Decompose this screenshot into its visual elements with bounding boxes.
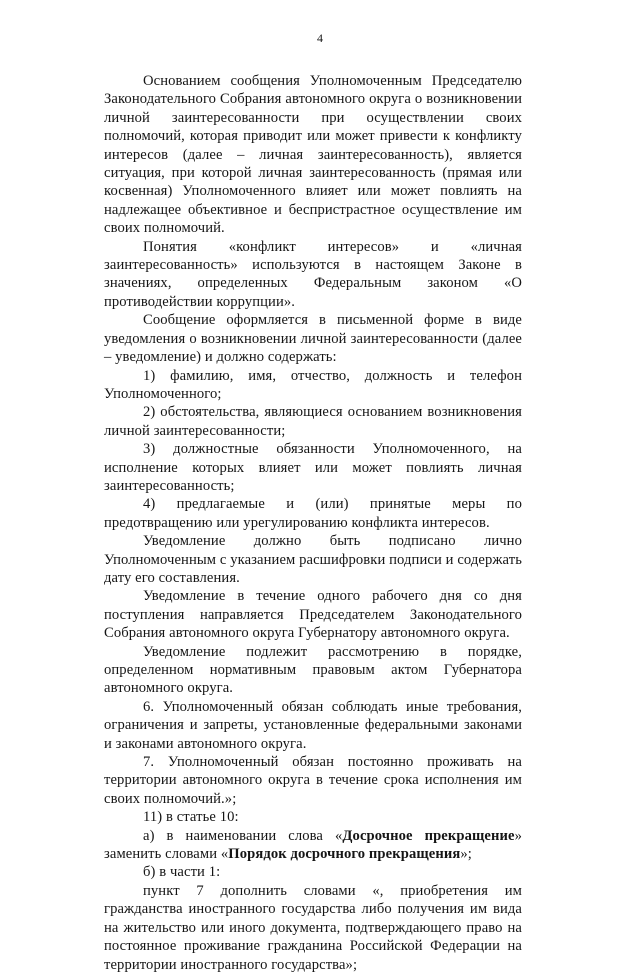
paragraph-concepts: Понятия «конфликт интересов» и «личная заинтересованность» используются в настоящем Законе в значениях, определенных Федеральным законом «О противодействии коррупции». bbox=[104, 238, 522, 310]
paragraph-article-10: 11) в статье 10: bbox=[143, 809, 239, 826]
paragraph-forwarding: Уведомление в течение одного рабочего дня со дня поступления направляется Председателем Законодательного Собрания автономного округа Губернатору автономного округа. bbox=[104, 588, 522, 642]
list-item-4: 4) предлагаемые и (или) принятые меры по предотвращению или урегулированию конфликта интересов. bbox=[104, 496, 522, 531]
paragraph-amendment-a bbox=[104, 827, 522, 864]
amendment-a-old-title: Досрочное прекращение bbox=[342, 827, 515, 844]
document-body bbox=[104, 72, 522, 974]
amendment-a-before: а) в наименовании слова « bbox=[143, 827, 343, 844]
paragraph-basis-of-report: Основанием сообщения Уполномоченным Председателю Законодательного Собрания автономного округа о возникновении личной заинтересованности при осуществлении своих полномочий, которая приводит или может привести к конфликту интересов (далее – личная заинтересованность), является ситуация, при которой личная заинтересованность (прямая или косвенная) Уполномоченного влияет или может повлиять на надлежащее объективное и беспристрастное осуществление им своих полномочий. bbox=[104, 73, 522, 237]
list-item-3: 3) должностные обязанности Уполномоченного, на исполнение которых влияет или может повлиять личная заинтересованность; bbox=[104, 441, 522, 494]
paragraph-consideration: Уведомление подлежит рассмотрению в порядке, определенном нормативным правовым актом Губернатора автономного округа. bbox=[104, 643, 522, 697]
amendment-a-new-title: Порядок досрочного прекращения bbox=[228, 846, 461, 863]
list-item-1: 1) фамилию, имя, отчество, должность и телефон Уполномоченного; bbox=[104, 367, 522, 402]
paragraph-item-7: 7. Уполномоченный обязан постоянно проживать на территории автономного округа в течение срока исполнения им своих полномочий.»; bbox=[104, 754, 522, 807]
page-number: 4 bbox=[317, 31, 323, 45]
paragraph-notification-form: Сообщение оформляется в письменной форме в виде уведомления о возникновении личной заинтересованности (далее – уведомление) и должно содержать: bbox=[104, 312, 522, 366]
paragraph-item-6: 6. Уполномоченный обязан соблюдать иные требования, ограничения и запреты, установленные федеральными законами и законами автономного округа. bbox=[104, 698, 522, 752]
paragraph-part-1: б) в части 1: bbox=[143, 864, 221, 881]
list-item-2: 2) обстоятельства, являющиеся основанием возникновения личной заинтересованности; bbox=[104, 404, 522, 439]
paragraph-clause-7: пункт 7 дополнить словами «, приобретения им гражданства иностранного государства либо получения им вида на жительство или иного документа, подтверждающего право на постоянное проживание гражданина Российской Федерации на территории иностранного государства»; bbox=[104, 882, 522, 973]
amendment-a-middle: » заменить словами « bbox=[104, 827, 522, 863]
amendment-a-after: »; bbox=[460, 846, 472, 863]
paragraph-signature: Уведомление должно быть подписано лично Уполномоченным с указанием расшифровки подписи и содержать дату его составления. bbox=[104, 533, 522, 586]
